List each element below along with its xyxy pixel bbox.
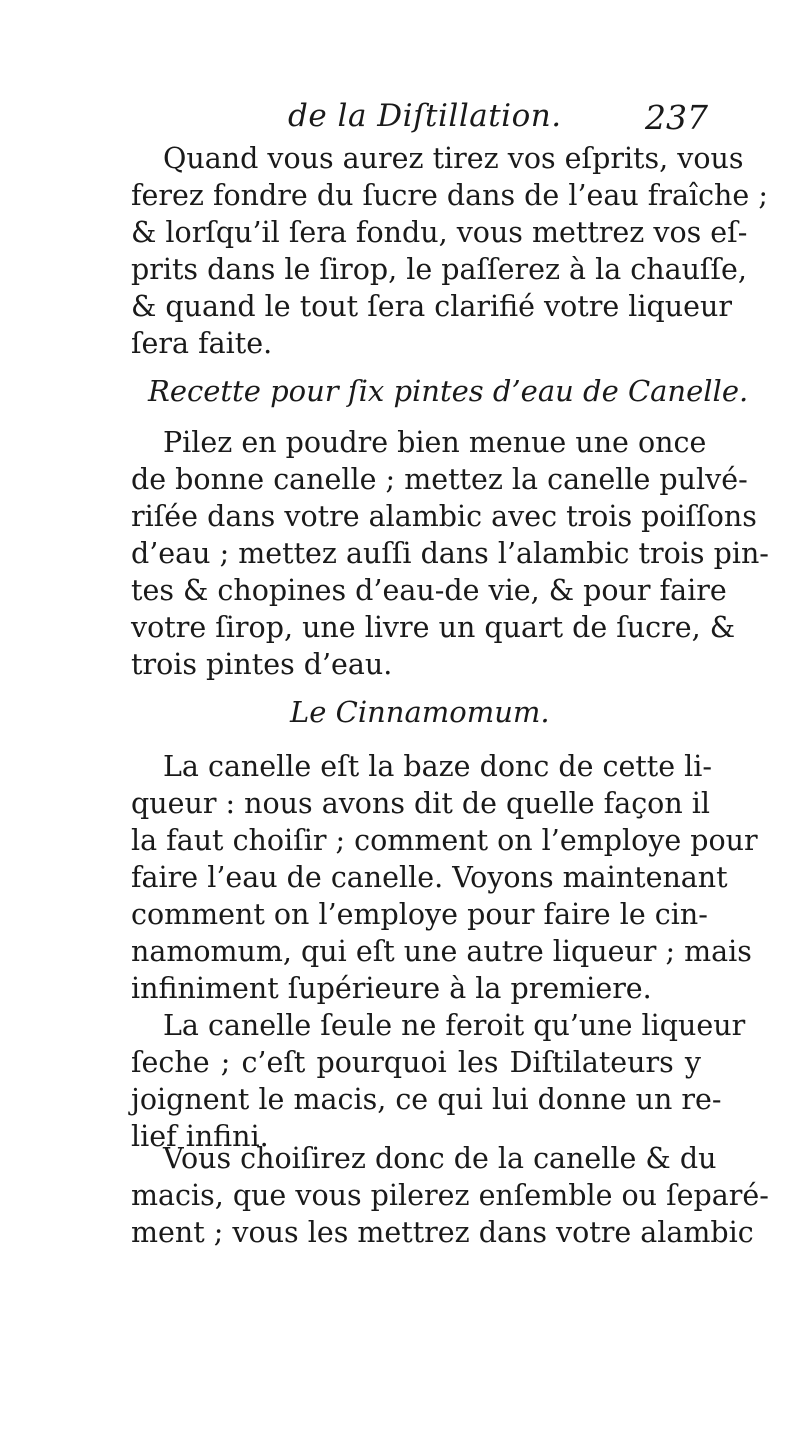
text-line: La canelle ſeule ne feroit qu’une liqueur <box>163 1009 746 1042</box>
text-line: de bonne canelle ; mettez la canelle pulvé- <box>131 463 748 496</box>
page-number: 237 <box>645 98 708 137</box>
section-heading: Le Cinnamomum. <box>290 695 550 729</box>
section-heading: Recette pour ſix pintes d’eau de Canelle. <box>148 374 749 408</box>
text-line: Pilez en poudre bien menue une once <box>163 426 707 459</box>
text-line: & quand le tout ſera clarifié votre liqueur <box>131 290 732 323</box>
text-line: & lorſqu’il ſera fondu, vous mettrez vos eſ- <box>131 216 748 249</box>
text-line: riſée dans votre alambic avec trois poiſſons <box>131 500 757 533</box>
text-line: queur : nous avons dit de quelle façon il <box>131 787 710 820</box>
text-line: la faut choiſir ; comment on l’employe pour <box>131 824 758 857</box>
text-line: infiniment ſupérieure à la premiere. <box>131 972 652 1005</box>
text-line: La canelle eſt la baze donc de cette li- <box>163 750 713 783</box>
paragraph-3 <box>131 748 758 1007</box>
text-line: Vous choiſirez donc de la canelle & du <box>163 1142 717 1175</box>
text-line: comment on l’employe pour faire le cin- <box>131 898 708 931</box>
paragraph-5 <box>131 1140 769 1251</box>
text-line: d’eau ; mettez auſſi dans l’alambic trois pin- <box>131 537 769 570</box>
text-line: Quand vous aurez tirez vos eſprits, vous <box>163 142 744 175</box>
text-line: ment ; vous les mettrez dans votre alambic <box>131 1216 754 1249</box>
text-line: ſeche ; c’eſt pourquoi les Diſtilateurs y <box>131 1046 701 1079</box>
text-line: votre ſirop, une livre un quart de ſucre, & <box>131 611 736 644</box>
text-line: ſera faite. <box>131 327 273 360</box>
text-line: namomum, qui eſt une autre liqueur ; mais <box>131 935 752 968</box>
paragraph-1 <box>131 140 768 362</box>
text-line: macis, que vous pilerez enſemble ou ſeparé- <box>131 1179 769 1212</box>
paragraph-2 <box>131 424 769 683</box>
text-line: lief infini. <box>131 1120 269 1153</box>
text-line: ferez fondre du ſucre dans de l’eau fraîche ; <box>131 179 768 212</box>
paragraph-4 <box>131 1007 746 1155</box>
text-line: tes & chopines d’eau-de vie, & pour faire <box>131 574 727 607</box>
text-line: joignent le macis, ce qui lui donne un re- <box>131 1083 722 1116</box>
running-head: de la Diſtillation. <box>288 98 562 134</box>
text-line: faire l’eau de canelle. Voyons maintenant <box>131 861 728 894</box>
text-line: trois pintes d’eau. <box>131 648 393 681</box>
text-line: prits dans le ſirop, le paſſerez à la chauſſe, <box>131 253 747 286</box>
